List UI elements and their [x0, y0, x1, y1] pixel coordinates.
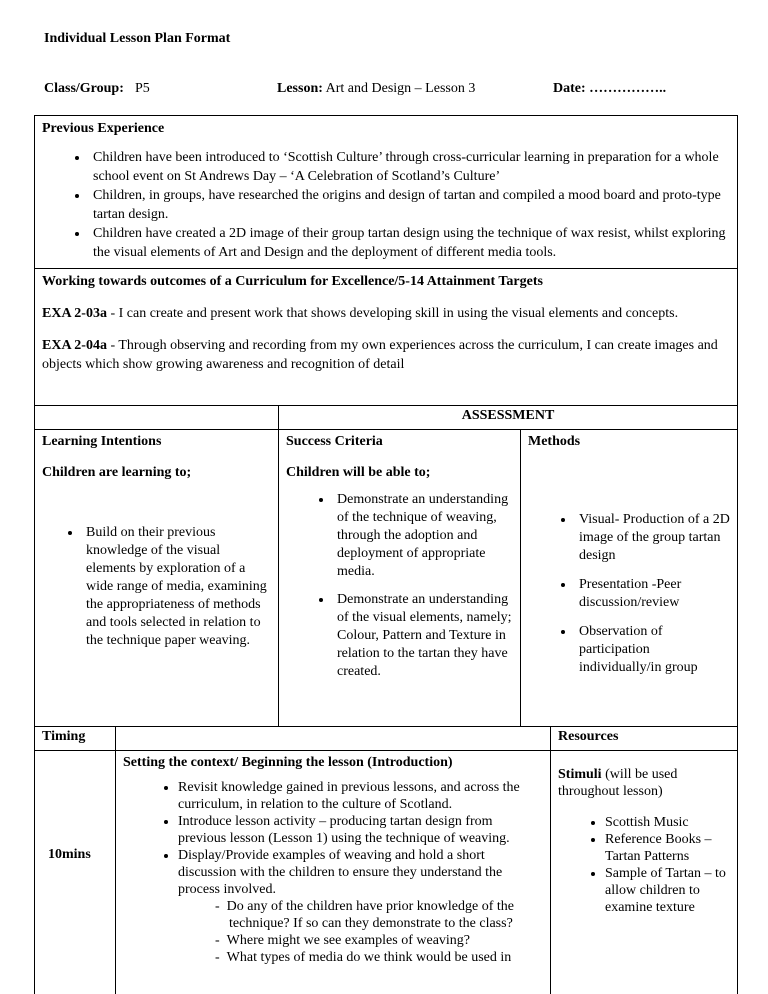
resource-item: • Reference Books – Tartan Patterns [605, 831, 730, 865]
lesson-plan-table [34, 115, 738, 994]
lesson-body-row [35, 751, 738, 994]
success-criteria-item: • Demonstrate an understanding of the visual elements, namely; Colour, Pattern and Texture in relation to the tartan they have created. [333, 591, 513, 681]
success-criteria-item: • Demonstrate an understanding of the technique of weaving, through the adoption and deployment of appropriate media. [333, 491, 513, 581]
introduction-question: - Where might we see examples of weaving? [178, 932, 543, 949]
previous-experience-row [35, 116, 738, 269]
outcomes-cell [35, 269, 738, 406]
learning-intentions-lead: Children are learning to; [42, 465, 192, 480]
timing-header-empty-cell [116, 727, 551, 751]
introduction-item: • Revisit knowledge gained in previous lessons, and across the curriculum, in relation to the culture of Scotland. [178, 779, 543, 813]
success-criteria-heading: Success Criteria [286, 434, 383, 449]
learning-intention-item: • Build on their previous knowledge of the visual elements by exploration of a wide range of media, examining the appropriateness of methods and tools selected in relation to the technique paper weaving. [82, 524, 271, 650]
class-group-value: P5 [135, 81, 150, 96]
document-title: Individual Lesson Plan Format [44, 31, 231, 46]
learning-intentions-list [42, 524, 271, 650]
learning-intentions-heading: Learning Intentions [42, 434, 162, 449]
outcomes-heading: Working towards outcomes of a Curriculum for Excellence/5-14 Attainment Targets [42, 274, 543, 289]
class-group-label: Class/Group: [44, 81, 124, 96]
stimuli-line [558, 766, 730, 800]
resources-list [558, 814, 730, 916]
resource-item: • Sample of Tartan – to allow children to examine texture [605, 865, 730, 916]
outcome-text: - I can create and present work that shows developing skill in using the visual elements and concepts. [106, 306, 679, 321]
outcome-item [42, 336, 730, 374]
learning-intentions-cell [35, 430, 279, 727]
success-criteria-lead: Children will be able to; [286, 465, 431, 480]
timing-value-cell: 10mins [35, 751, 116, 994]
resources-heading-cell: Resources [551, 727, 738, 751]
introduction-cell [116, 751, 551, 994]
methods-heading: Methods [528, 434, 581, 449]
previous-experience-heading: Previous Experience [42, 121, 165, 136]
lesson-label: Lesson: [277, 81, 323, 96]
methods-list [528, 511, 730, 677]
methods-item: • Visual- Production of a 2D image of the group tartan design [575, 511, 730, 565]
methods-item: • Observation of participation individually/in group [575, 623, 730, 677]
outcome-code: EXA 2-04a [42, 338, 107, 353]
outcome-text: - Through observing and recording from my own experiences across the curriculum, I can create images and objects which show growing awareness and recognition of detail [42, 338, 718, 372]
previous-experience-item: • Children have created a 2D image of their group tartan design using the technique of wax resist, whilst exploring the visual elements of Art and Design and the deployment of different media tools. [89, 224, 730, 262]
assessment-header-row [35, 406, 738, 430]
introduction-list [123, 779, 543, 966]
outcome-code: EXA 2-03a [42, 306, 107, 321]
introduction-item [178, 847, 543, 966]
assessment-header-empty-cell [35, 406, 279, 430]
introduction-item: • Introduce lesson activity – producing tartan design from previous lesson (Lesson 1) using the technique of weaving. [178, 813, 543, 847]
lesson-value: Art and Design – Lesson 3 [322, 81, 476, 96]
lesson-field [277, 81, 475, 97]
outcome-item [42, 304, 730, 323]
introduction-heading: Setting the context/ Beginning the lesson (Introduction) [123, 755, 453, 770]
methods-cell [521, 430, 738, 727]
outcomes-row [35, 269, 738, 406]
introduction-question-list [178, 898, 543, 966]
resource-item: • Scottish Music [605, 814, 730, 831]
introduction-question: - Do any of the children have prior knowledge of the technique? If so can they demonstrate to the class? [178, 898, 543, 932]
resources-cell [551, 751, 738, 994]
introduction-question: - What types of media do we think would be used in [178, 949, 543, 966]
previous-experience-item: • Children, in groups, have researched the origins and design of tartan and compiled a mood board and proto-type tartan design. [89, 186, 730, 224]
meta-row [0, 81, 768, 99]
assessment-columns-row [35, 430, 738, 727]
previous-experience-item: • Children have been introduced to ‘Scottish Culture’ through cross-curricular learning in preparation for a whole school event on St Andrews Day – ‘A Celebration of Scotland’s Culture’ [89, 148, 730, 186]
introduction-item-text: Display/Provide examples of weaving and hold a short discussion with the children to ensure they understand the process involved. [178, 848, 503, 897]
stimuli-label: Stimuli [558, 767, 602, 782]
stimuli-note: (will be used throughout lesson) [558, 767, 678, 799]
timing-resources-header-row [35, 727, 738, 751]
previous-experience-cell [35, 116, 738, 269]
date-field: Date: …………….. [553, 81, 667, 96]
previous-experience-list [42, 148, 730, 262]
success-criteria-list [286, 491, 513, 681]
timing-heading-cell: Timing [35, 727, 116, 751]
success-criteria-cell [279, 430, 521, 727]
methods-item: • Presentation -Peer discussion/review [575, 576, 730, 612]
assessment-header-cell: ASSESSMENT [279, 406, 738, 430]
